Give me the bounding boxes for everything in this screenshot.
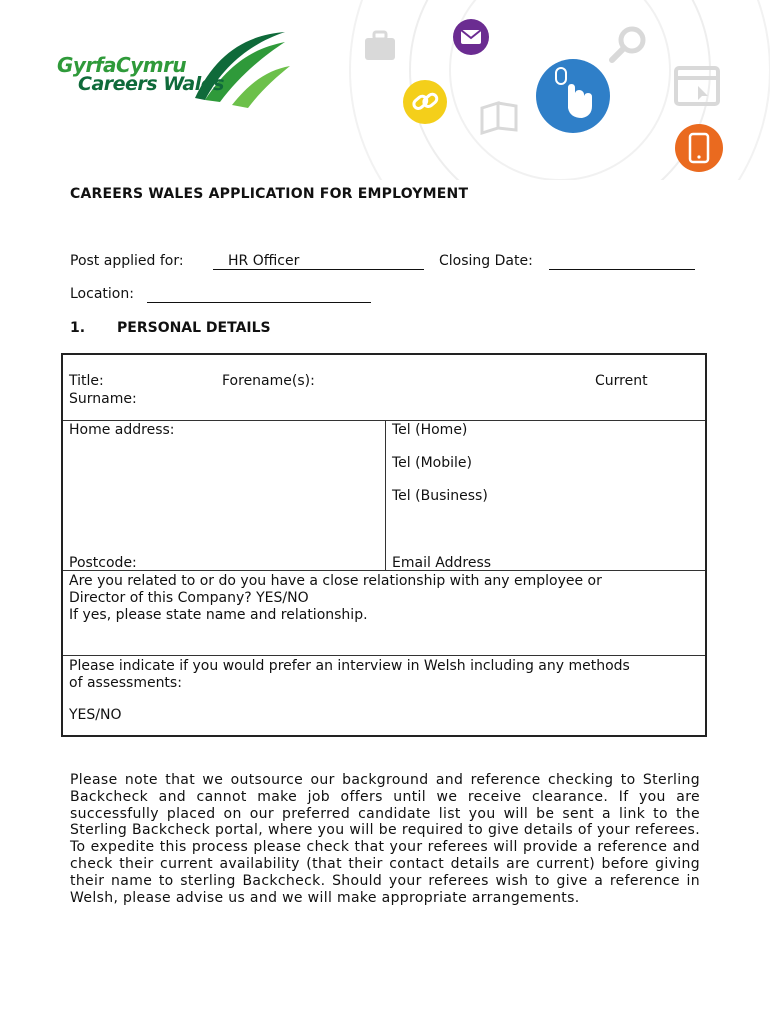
current-label: Current: [595, 373, 648, 389]
row-divider: [63, 570, 705, 571]
row-divider: [63, 655, 705, 656]
title-label: Title:: [69, 373, 104, 389]
tel-home-label: Tel (Home): [392, 422, 468, 438]
relation-question-line2: Director of this Company? YES/NO: [69, 590, 309, 606]
relation-question-line3: If yes, please state name and relationship.: [69, 607, 368, 623]
magnifier-icon: [612, 29, 643, 60]
book-icon: [482, 103, 516, 133]
briefcase-icon: [365, 32, 395, 60]
logo-english-text: Careers Wales: [78, 73, 224, 95]
tel-business-label: Tel (Business): [392, 488, 488, 504]
personal-details-form: [61, 353, 707, 737]
logo-swoosh: [195, 32, 290, 108]
post-applied-line[interactable]: [213, 269, 424, 270]
browser-window-icon: [676, 68, 718, 104]
section-number: 1.: [70, 320, 86, 336]
relation-question-line1: Are you related to or do you have a close relationship with any employee or: [69, 573, 602, 589]
page-title: CAREERS WALES APPLICATION FOR EMPLOYMENT: [70, 186, 469, 202]
mail-icon: [453, 19, 489, 55]
link-icon: [403, 80, 447, 124]
closing-date-label: Closing Date:: [439, 253, 533, 269]
background-check-notice: Please note that we outsource our background and reference checking to Sterling Backcheck and cannot make job offers until we receive clearance. If you are successfully placed on our preferred candidate list you will be sent a link to the Sterling Backcheck portal, where you will be required to give details of your referees. To expedite this process please check that your referees will provide a reference and check their current availability (that their contact details are current) before giving their name to sterling Backcheck. Should your referees wish to give a reference in Welsh, please advise us and we will make appropriate arrangements.: [70, 772, 700, 906]
section-title: PERSONAL DETAILS: [117, 320, 271, 336]
post-applied-value: HR Officer: [228, 253, 300, 269]
surname-label: Surname:: [69, 391, 137, 407]
postcode-label: Postcode:: [69, 555, 137, 571]
column-divider: [385, 420, 386, 570]
home-address-label: Home address:: [69, 422, 175, 438]
location-line[interactable]: [147, 302, 371, 303]
email-label: Email Address: [392, 555, 492, 571]
location-label: Location:: [70, 286, 134, 302]
welsh-interview-line2: of assessments:: [69, 675, 182, 691]
tel-mobile-label: Tel (Mobile): [392, 455, 472, 471]
welsh-interview-answer: YES/NO: [69, 707, 122, 723]
mouse-click-icon: [536, 59, 610, 133]
logo-welsh-text: GyrfaCymru: [57, 53, 187, 77]
welsh-interview-line1: Please indicate if you would prefer an interview in Welsh including any methods: [69, 658, 630, 674]
forenames-label: Forename(s):: [222, 373, 315, 389]
closing-date-line[interactable]: [549, 269, 695, 270]
post-applied-label: Post applied for:: [70, 253, 184, 269]
tablet-icon: [675, 124, 723, 172]
row-divider: [63, 420, 705, 421]
